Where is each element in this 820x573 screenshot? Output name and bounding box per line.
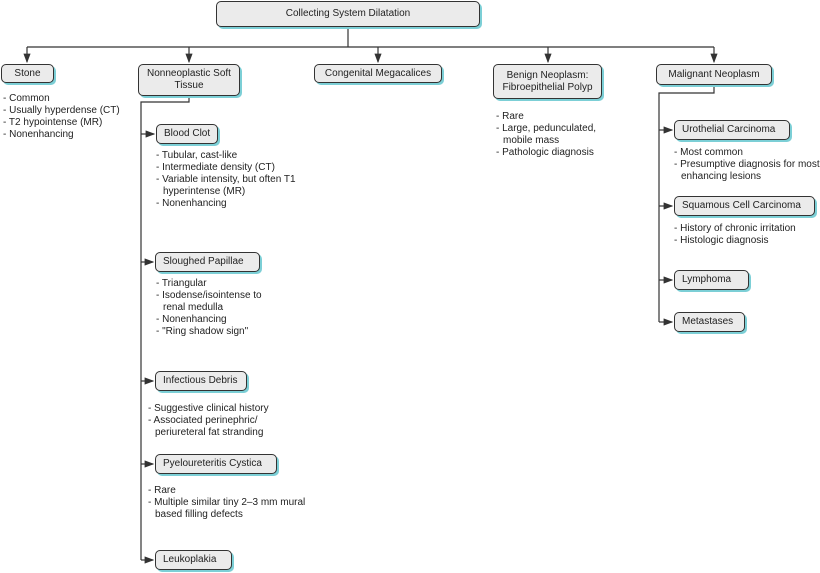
- sloughed-papillae-notes: [156, 278, 274, 338]
- trunk-line: [27, 27, 714, 47]
- note: - History of chronic irritation: [674, 223, 796, 234]
- squamous-notes: [674, 223, 796, 247]
- note: - Intermediate density (CT): [156, 162, 275, 173]
- note: - Most common: [674, 147, 743, 158]
- node-nonneoplastic: Nonneoplastic Soft Tissue: [138, 64, 240, 96]
- root-node: Collecting System Dilatation: [216, 1, 480, 27]
- node-sloughed-papillae: Sloughed Papillae: [155, 252, 260, 272]
- note: - "Ring shadow sign": [156, 326, 249, 337]
- node-leukoplakia: Leukoplakia: [155, 550, 232, 570]
- node-metastases: Metastases: [674, 312, 745, 332]
- note: - Nonenhancing: [156, 198, 227, 209]
- blood-clot-notes: [156, 150, 296, 210]
- note: - Nonenhancing: [3, 129, 74, 140]
- urothelial-notes: [674, 147, 820, 183]
- note: - Isodense/isointense to renal medulla: [156, 290, 262, 313]
- node-benign-neoplasm: Benign Neoplasm: Fibroepithelial Polyp: [493, 64, 602, 99]
- note: - Usually hyperdense (CT): [3, 105, 120, 116]
- note: - Triangular: [156, 278, 207, 289]
- note: - T2 hypointense (MR): [3, 117, 103, 128]
- note: - Variable intensity, but often T1 hyperintense (MR): [156, 174, 296, 197]
- node-urothelial-carcinoma: Urothelial Carcinoma: [674, 120, 790, 140]
- node-infectious-debris: Infectious Debris: [155, 371, 247, 391]
- note: - Associated perinephric/ periureteral fat stranding: [148, 415, 264, 438]
- note: - Histologic diagnosis: [674, 235, 769, 246]
- note: - Suggestive clinical history: [148, 403, 269, 414]
- note: - Nonenhancing: [156, 314, 227, 325]
- node-lymphoma: Lymphoma: [674, 270, 749, 290]
- note: - Large, pedunculated, mobile mass: [496, 123, 597, 146]
- node-malignant-neoplasm: Malignant Neoplasm: [656, 64, 772, 85]
- node-squamous-cell-carcinoma: Squamous Cell Carcinoma: [674, 196, 815, 216]
- node-stone: Stone: [1, 64, 54, 83]
- note: - Rare: [148, 485, 176, 496]
- infectious-debris-notes: [148, 403, 288, 439]
- note: - Rare: [496, 111, 524, 122]
- note: - Common: [3, 93, 50, 104]
- pyeloureteritis-notes: [148, 485, 308, 521]
- node-pyeloureteritis-cystica: Pyeloureteritis Cystica: [155, 454, 277, 474]
- note: - Pathologic diagnosis: [496, 147, 594, 158]
- note: - Multiple similar tiny 2–3 mm mural based filling defects: [148, 497, 306, 520]
- benign-notes: [496, 111, 606, 159]
- node-congenital-megacalices: Congenital Megacalices: [314, 64, 442, 83]
- note: - Presumptive diagnosis for most enhancing lesions: [674, 159, 820, 182]
- note: - Tubular, cast-like: [156, 150, 238, 161]
- node-blood-clot: Blood Clot: [156, 124, 218, 144]
- stone-notes: [3, 93, 120, 141]
